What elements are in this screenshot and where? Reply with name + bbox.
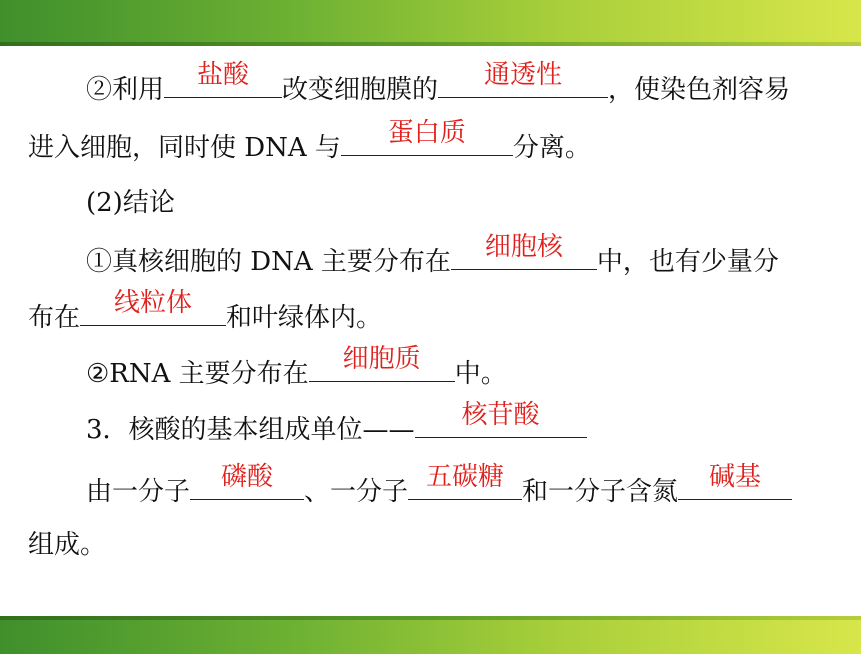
- line-5: [28, 288, 383, 333]
- answer-phosphate: 磷酸: [221, 462, 274, 492]
- line-2: [28, 118, 591, 163]
- answer-base: 碱基: [709, 462, 762, 492]
- line-9-text-a: 组成。: [28, 530, 107, 560]
- answer-permeability: 通透性: [484, 60, 563, 90]
- line-1: [86, 60, 791, 105]
- line-5-text-b: 和叶绿体内。: [226, 303, 383, 333]
- line-1-text-b: 改变细胞膜的: [282, 75, 439, 105]
- answer-cytoplasm: 细胞质: [342, 344, 421, 374]
- blank-phosphate: [190, 462, 304, 500]
- line-1-text-c: ，使染色剂容易: [608, 75, 791, 105]
- line-4-text-a: ①真核细胞的 DNA 主要分布在: [86, 247, 451, 277]
- line-1-text-a: ②利用: [86, 75, 165, 105]
- blank-base: [678, 462, 792, 500]
- top-decorative-bar: [0, 0, 861, 42]
- blank-protein: [341, 118, 513, 156]
- answer-nucleotide: 核苷酸: [461, 400, 540, 430]
- line-4-text-b: 中，也有少量分: [596, 247, 779, 277]
- blank-nucleus: [451, 232, 597, 270]
- answer-nucleus: 细胞核: [484, 232, 563, 262]
- answer-hydrochloric-acid: 盐酸: [197, 60, 250, 90]
- section-heading-conclusion: (2)结论: [86, 188, 175, 218]
- line-2-text-a: 进入细胞，同时使 DNA 与: [28, 133, 341, 163]
- blank-hydrochloric-acid: [164, 60, 282, 98]
- line-8-text-a: 由一分子: [86, 477, 191, 507]
- answer-pentose: 五碳糖: [426, 462, 505, 492]
- line-8: [86, 462, 792, 507]
- line-7-text-a: 3．核酸的基本组成单位——: [86, 415, 415, 445]
- line-3: [86, 186, 175, 220]
- line-5-text-a: 布在: [28, 303, 81, 333]
- answer-protein: 蛋白质: [387, 118, 466, 148]
- line-6: [86, 344, 507, 389]
- blank-mitochondria: [80, 288, 226, 326]
- line-7: [86, 400, 587, 445]
- line-9: [28, 528, 106, 562]
- line-2-text-b: 分离。: [512, 133, 591, 163]
- line-4: [86, 232, 779, 277]
- line-6-text-a: ②RNA 主要分布在: [86, 359, 309, 389]
- blank-cytoplasm: [309, 344, 455, 382]
- answer-mitochondria: 线粒体: [114, 288, 193, 318]
- line-8-text-b: 、一分子: [304, 477, 409, 507]
- blank-permeability: [438, 60, 608, 98]
- bottom-decorative-bar: [0, 620, 861, 654]
- blank-nucleotide: [415, 400, 587, 438]
- line-8-text-c: 和一分子含氮: [522, 477, 679, 507]
- blank-pentose: [408, 462, 522, 500]
- line-6-text-b: 中。: [454, 359, 507, 389]
